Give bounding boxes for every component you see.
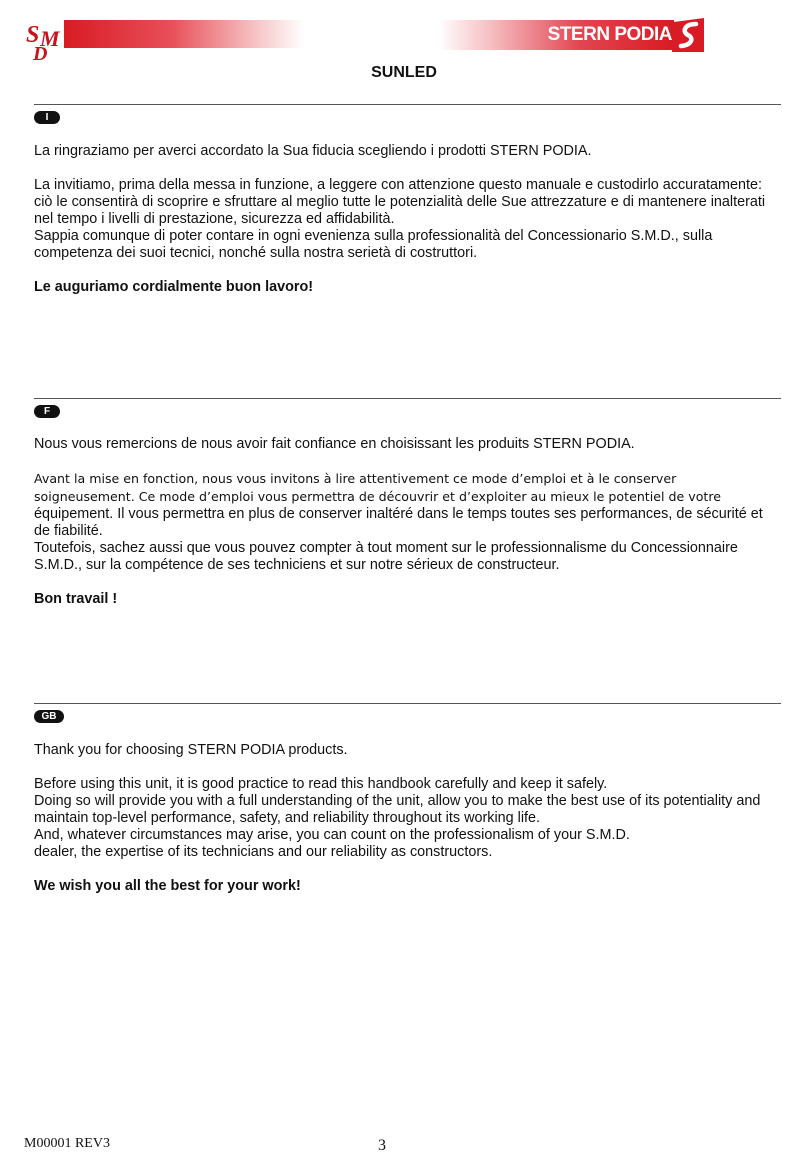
smd-logo — [26, 16, 66, 62]
it-invite: La invitiamo, prima della messa in funzione, a leggere con attenzione questo manuale e custodirlo accuratamente: ciò le consentirà di scoprire e sfruttare al meglio tutte le potenzialità delle Sue attrezzature e di mantenere inalterati nel tempo i livelli di prestazione, sicurezza ed affidabilità. — [34, 177, 766, 227]
fr-thanks: Nous vous remercions de nous avoir fait confiance en choisissant les produits STERN PODIA. — [34, 436, 635, 452]
header-band-left — [64, 20, 304, 48]
gb-dealer2: dealer, the expertise of its technicians and our reliability as constructors. — [34, 844, 493, 860]
it-dealer: Sappia comunque di poter contare in ogni evenienza sulla professionalità del Concessionario S.M.D., sulla competenza dei suoi tecnici, nonché sulla nostra serietà di costruttori. — [34, 228, 713, 261]
gb-invite2: Doing so will provide you with a full understanding of the unit, allow you to make the best use of its potentiality and maintain top-level performance, safety, and reliability throughout its working life. — [34, 793, 761, 826]
brand-name: STERN PODIA — [547, 24, 672, 45]
section-divider-fr — [34, 398, 781, 399]
section-italian — [34, 143, 779, 313]
fr-invite-line2: soigneusement. Ce mode d’emploi vous permettra de découvrir et d’exploiter au mieux le potentiel de votre — [34, 489, 721, 504]
section-english — [34, 742, 779, 912]
gb-closing: We wish you all the best for your work! — [34, 878, 301, 894]
section-divider-gb — [34, 703, 781, 704]
document-code: M00001 REV3 — [24, 1136, 110, 1151]
it-closing: Le auguriamo cordialmente buon lavoro! — [34, 279, 314, 295]
page-number: 3 — [378, 1137, 386, 1154]
gb-invite1: Before using this unit, it is good practice to read this handbook carefully and keep it safely. — [34, 776, 608, 792]
section-divider-it — [34, 104, 781, 105]
page-header — [0, 0, 808, 64]
fr-invite-rest: équipement. Il vous permettra en plus de conserver inaltéré dans le temps toutes ses performances, de sécurité et de fiabilité. — [34, 506, 763, 539]
stern-podia-mark-icon — [672, 18, 706, 52]
fr-invite-line1: Avant la mise en fonction, nous vous invitons à lire attentivement ce mode d’emploi et à le conserver — [34, 471, 677, 486]
svg-text:M: M — [40, 26, 60, 51]
svg-text:S: S — [26, 22, 40, 48]
fr-dealer: Toutefois, sachez aussi que vous pouvez compter à tout moment sur le professionnalisme du Concessionnaire S.M.D., sur la compétence de ses techniciens et sur notre sérieux de constructeur. — [34, 540, 738, 573]
gb-thanks: Thank you for choosing STERN PODIA products. — [34, 742, 348, 758]
svg-text:D: D — [33, 43, 48, 62]
language-badge-it: I — [34, 111, 60, 124]
section-french — [34, 436, 779, 625]
language-badge-fr: F — [34, 405, 60, 418]
language-badge-gb: GB — [34, 710, 64, 723]
fr-invite — [34, 470, 779, 540]
document-title: SUNLED — [371, 64, 437, 81]
fr-closing: Bon travail ! — [34, 591, 118, 607]
it-thanks: La ringraziamo per averci accordato la Sua fiducia scegliendo i prodotti STERN PODIA. — [34, 143, 592, 159]
gb-dealer1: And, whatever circumstances may arise, you can count on the professionalism of your S.M.D. — [34, 827, 630, 843]
